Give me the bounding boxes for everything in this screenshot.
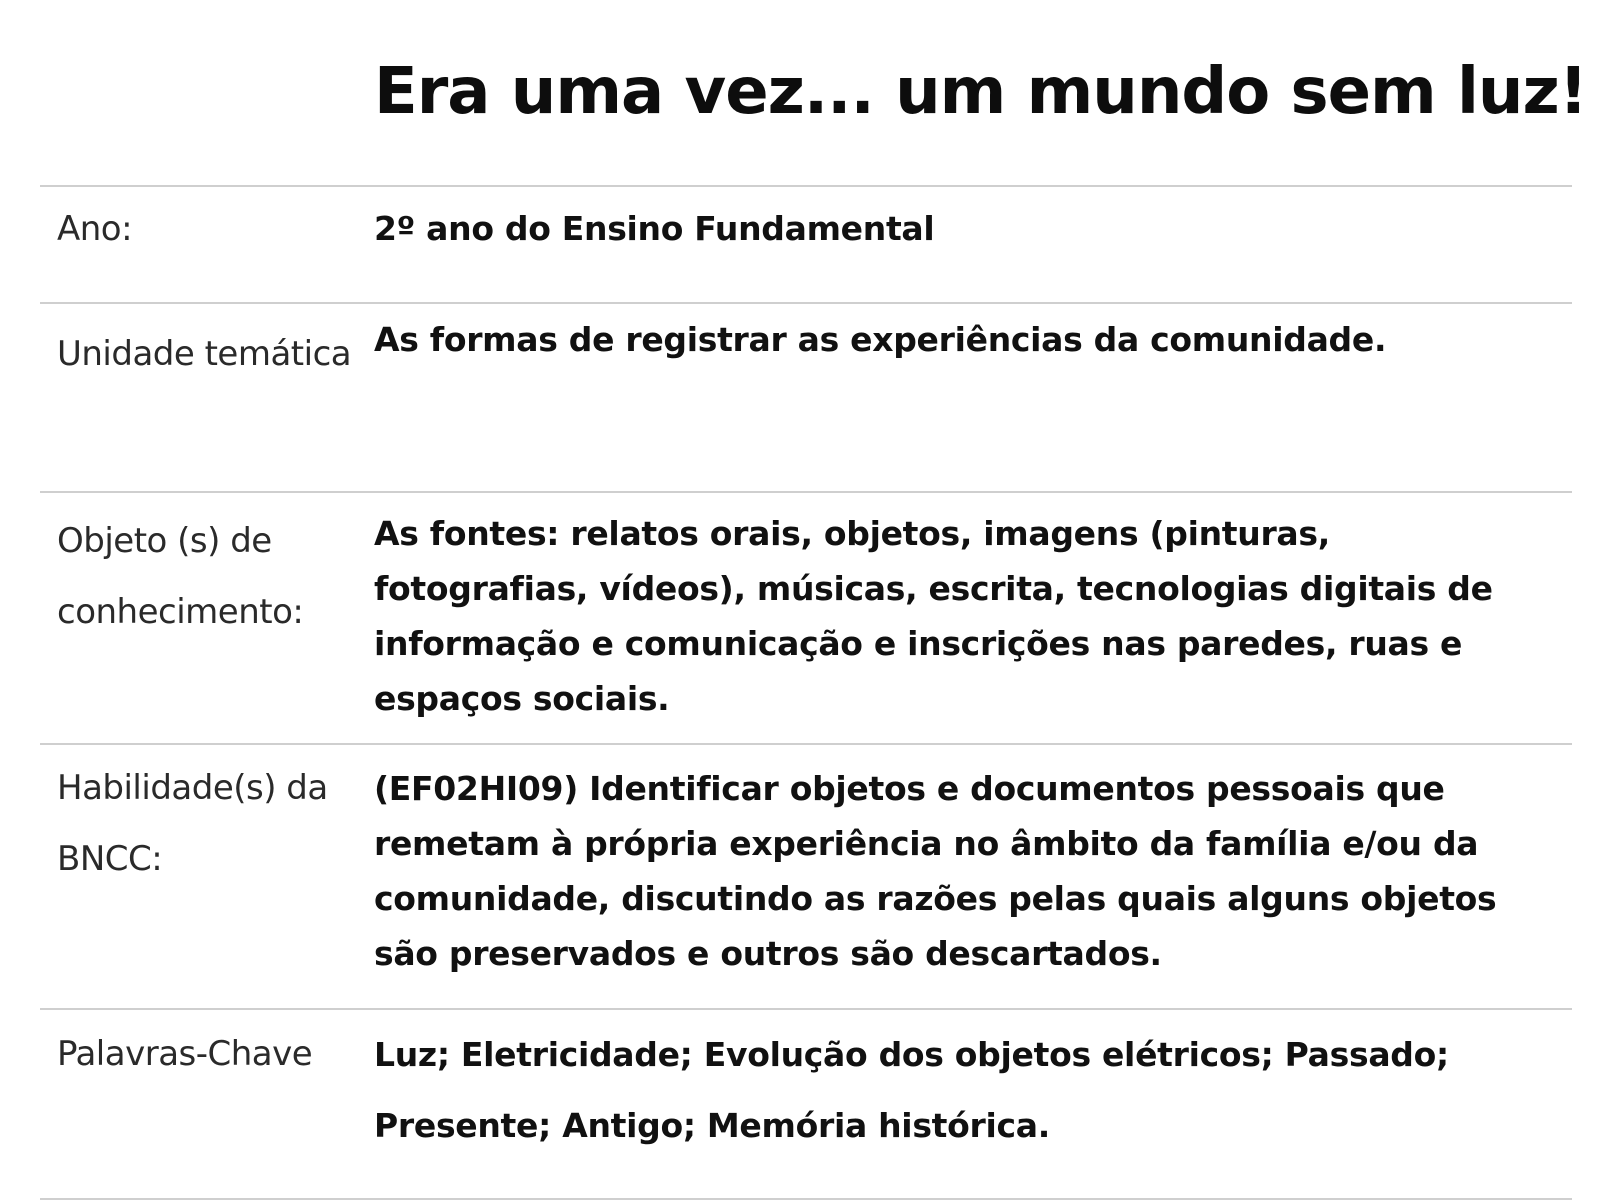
row-label-unidade-tematica: Unidade temática [57, 334, 352, 374]
row-value-habilidades-bncc: (EF02HI09) Identificar objetos e documentos pessoais que remetam à própria experiência no âmbito da família e/ou da comunidade, discutindo as razões pelas quais alguns objetos são preservados e outros são descartados. [374, 769, 1497, 973]
row-label-objeto-conhecimento: Objeto (s) de conhecimento: [57, 521, 304, 632]
row-label-ano: Ano: [57, 209, 133, 249]
row-value-unidade-tematica: As formas de registrar as experiências da comunidade. [374, 320, 1387, 359]
row-value-objeto-conhecimento: As fontes: relatos orais, objetos, imagens (pinturas, fotografias, vídeos), músicas, escrita, tecnologias digitais de informação e comunicação e inscrições nas paredes, ruas e espaços sociais. [374, 514, 1493, 718]
row-value-palavras-chave: Luz; Eletricidade; Evolução dos objetos elétricos; Passado; Presente; Antigo; Memória histórica. [374, 1035, 1449, 1145]
row-value-ano: 2º ano do Ensino Fundamental [374, 209, 935, 248]
page-title: Era uma vez... um mundo sem luz! [374, 55, 1587, 129]
table-row-unidade-tematica [40, 304, 1572, 493]
table-row-palavras-chave [40, 1010, 1572, 1200]
table-row-ano [40, 187, 1572, 304]
lesson-info-table [40, 185, 1572, 1200]
table-row-objeto-conhecimento [40, 493, 1572, 745]
row-label-palavras-chave: Palavras-Chave [57, 1034, 313, 1074]
table-row-habilidades-bncc [40, 745, 1572, 1010]
row-label-habilidades-bncc: Habilidade(s) da BNCC: [57, 768, 328, 879]
